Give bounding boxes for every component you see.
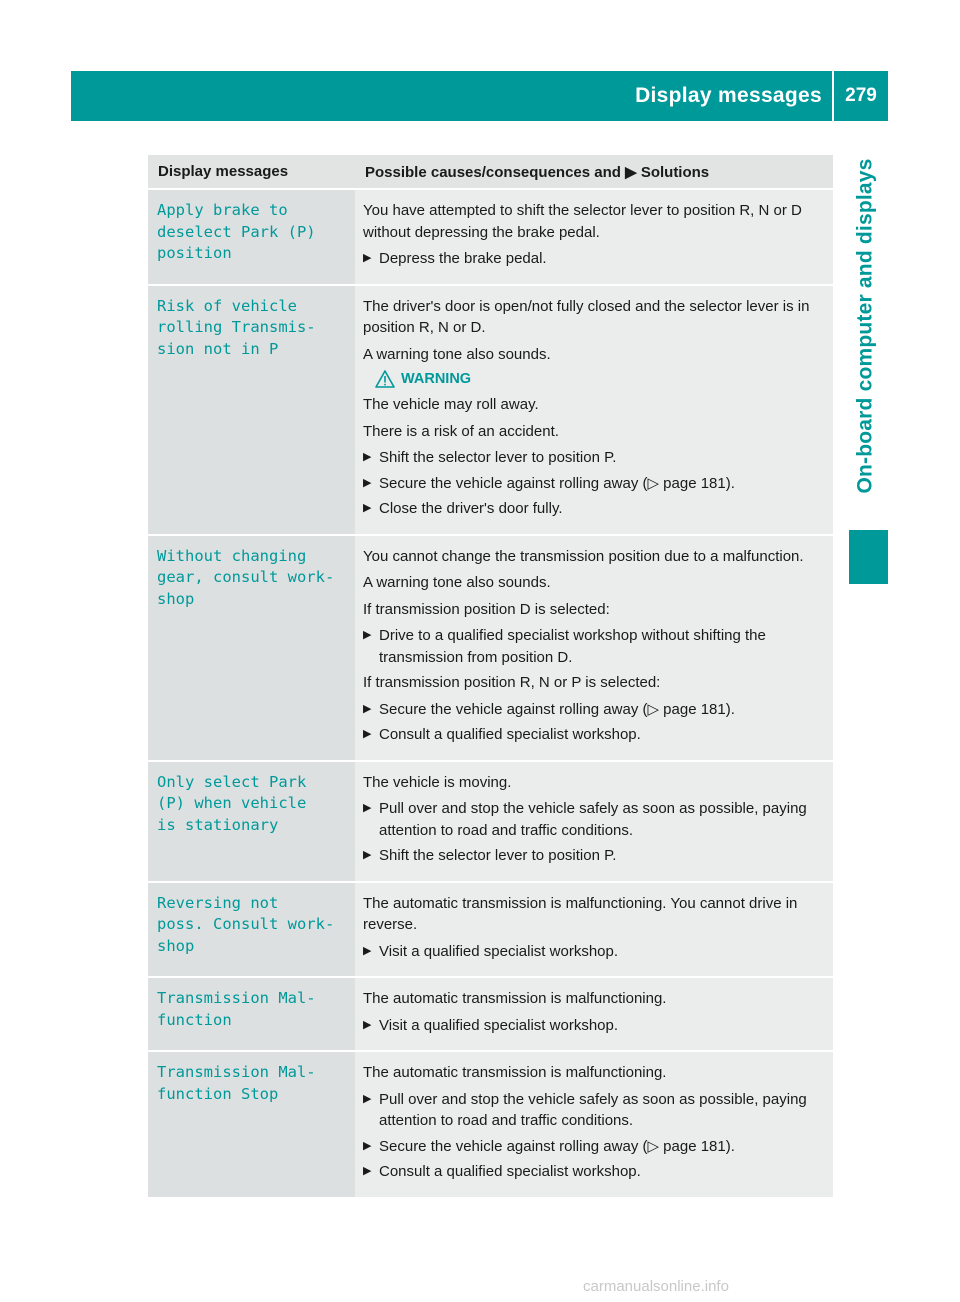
solution-step — [363, 1136, 827, 1158]
display-message-line: Only select Park — [157, 772, 307, 791]
display-message-line: function — [157, 1010, 232, 1029]
header-bar — [71, 71, 888, 121]
solution-step — [363, 625, 827, 668]
cause-text: The automatic transmission is malfunctioning. — [363, 1064, 667, 1081]
warning-triangle-icon — [375, 370, 395, 388]
solution-cell — [355, 285, 833, 535]
table-row — [148, 285, 833, 535]
solution-step — [363, 1161, 827, 1183]
solution-step — [363, 724, 827, 746]
solution-step — [363, 248, 827, 270]
display-message-text — [157, 296, 347, 361]
display-messages-table — [148, 155, 833, 1197]
column-header-messages: Display messages — [148, 155, 355, 189]
solution-step — [363, 447, 827, 469]
display-message-line: is stationary — [157, 815, 279, 834]
display-message-line: poss. Consult work‐ — [157, 915, 335, 933]
step-text: Secure the vehicle against rolling away (▷ page 181). — [379, 700, 735, 718]
display-message-line: Apply brake to — [157, 201, 288, 219]
display-message-cell — [148, 761, 355, 882]
column-header-solutions: Possible causes/consequences and ▶ Solutions — [355, 155, 833, 189]
display-message-line: function Stop — [157, 1084, 279, 1103]
watermark: carmanualsonline.info — [583, 1278, 729, 1295]
display-message-text — [157, 546, 347, 611]
solution-cell — [355, 882, 833, 978]
table-body — [148, 189, 833, 1197]
warning-text: WARNING — [401, 371, 472, 387]
step-text: Close the driver's door fully. — [379, 500, 563, 517]
cause-text: You cannot change the transmission position due to a malfunction. — [363, 547, 804, 565]
step-arrow-icon: ▶ — [363, 1018, 372, 1031]
display-message-text — [157, 772, 347, 837]
chapter-tab-marker — [849, 530, 888, 584]
solution-step — [363, 699, 827, 721]
step-arrow-icon: ▶ — [363, 502, 372, 514]
display-message-text — [157, 988, 347, 1031]
solution-cell — [355, 535, 833, 761]
chapter-tab — [844, 121, 888, 531]
cause-text: If transmission position D is selected: — [363, 600, 610, 618]
step-text: Depress the brake pedal. — [379, 250, 547, 267]
solution-step — [363, 845, 827, 867]
solution-step — [363, 1089, 827, 1132]
step-text: Shift the selector lever to position P. — [379, 449, 617, 466]
table-row — [148, 535, 833, 761]
solution-step — [363, 1015, 827, 1037]
step-text: Consult a qualified specialist workshop. — [379, 1163, 641, 1180]
step-arrow-icon: ▶ — [363, 451, 372, 463]
step-arrow-icon: ▶ — [363, 802, 372, 814]
cause-text: A warning tone also sounds. — [363, 574, 551, 591]
cause-text: If transmission position R, N or P is selected: — [363, 674, 661, 691]
step-text: Visit a qualified specialist workshop. — [379, 942, 619, 960]
display-message-line: shop — [157, 936, 195, 955]
step-arrow-icon: ▶ — [363, 252, 372, 264]
cause-text: There is a risk of an accident. — [363, 422, 559, 440]
display-message-line: rolling Transmis‐ — [157, 318, 316, 336]
step-arrow-icon: ▶ — [363, 944, 372, 957]
display-message-line: deselect Park (P) — [157, 222, 316, 241]
step-arrow-icon: ▶ — [363, 849, 372, 861]
step-text: Consult a qualified specialist workshop. — [379, 726, 641, 743]
display-message-line: (P) when vehicle — [157, 794, 307, 812]
display-message-cell — [148, 1051, 355, 1197]
display-message-line: Risk of vehicle — [157, 296, 297, 315]
warning-label — [375, 370, 827, 388]
cause-text: The vehicle is moving. — [363, 773, 512, 791]
step-arrow-icon: ▶ — [363, 1092, 372, 1105]
display-message-line: Reversing not — [157, 893, 279, 912]
cause-text: The automatic transmission is malfunctioning. You cannot drive in reverse. — [363, 894, 798, 933]
solution-step — [363, 473, 827, 495]
solution-cell — [355, 1051, 833, 1197]
table-row — [148, 189, 833, 285]
display-message-line: Without changing — [157, 546, 307, 565]
display-message-line: Transmission Mal‐ — [157, 989, 316, 1007]
display-message-line: position — [157, 244, 232, 262]
step-text: Shift the selector lever to position P. — [379, 847, 617, 864]
solution-step — [363, 941, 827, 963]
step-text: Pull over and stop the vehicle safely as soon as possible, paying attention to road and traffic conditions. — [379, 800, 807, 839]
cause-text: The vehicle may roll away. — [363, 396, 539, 413]
step-text: Pull over and stop the vehicle safely as soon as possible, paying attention to road and traffic conditions. — [379, 1090, 807, 1129]
solution-cell — [355, 761, 833, 882]
display-message-cell — [148, 189, 355, 285]
step-arrow-icon: ▶ — [363, 702, 372, 715]
display-message-text — [157, 893, 347, 958]
step-arrow-icon: ▶ — [363, 728, 372, 740]
step-text: Drive to a qualified specialist workshop without shifting the transmission from position D. — [379, 627, 766, 666]
cause-text: The driver's door is open/not fully closed and the selector lever is in position R, N or D. — [363, 297, 810, 336]
section-title: Display messages — [635, 84, 822, 107]
display-message-text — [157, 200, 347, 265]
step-text: Secure the vehicle against rolling away (▷ page 181). — [379, 1137, 735, 1155]
step-arrow-icon: ▶ — [363, 629, 372, 641]
table-row — [148, 761, 833, 882]
display-message-cell — [148, 882, 355, 978]
display-message-cell — [148, 285, 355, 535]
display-message-text — [157, 1062, 347, 1105]
step-text: Secure the vehicle against rolling away (▷ page 181). — [379, 474, 735, 492]
display-message-cell — [148, 535, 355, 761]
display-message-line: shop — [157, 589, 195, 608]
display-message-line: gear, consult work‐ — [157, 568, 335, 586]
step-text: Visit a qualified specialist workshop. — [379, 1016, 619, 1034]
solution-cell — [355, 977, 833, 1051]
display-message-line: sion not in P — [157, 339, 279, 358]
cause-text: The automatic transmission is malfunctioning. — [363, 990, 667, 1007]
table-row — [148, 882, 833, 978]
step-arrow-icon: ▶ — [363, 476, 372, 489]
page-number: 279 — [845, 85, 877, 106]
solution-step — [363, 498, 827, 520]
step-arrow-icon: ▶ — [363, 1165, 372, 1177]
step-arrow-icon: ▶ — [363, 1139, 372, 1152]
display-message-cell — [148, 977, 355, 1051]
solution-cell — [355, 189, 833, 285]
table-header-row — [148, 155, 833, 189]
display-message-line: Transmission Mal‐ — [157, 1063, 316, 1081]
chapter-tab-label: On-board computer and displays — [854, 158, 877, 494]
cause-text: You have attempted to shift the selector lever to position R, N or D without depressing the brake pedal. — [363, 202, 802, 241]
solution-step — [363, 798, 827, 841]
cause-text: A warning tone also sounds. — [363, 345, 551, 363]
table-row — [148, 977, 833, 1051]
table-row — [148, 1051, 833, 1197]
